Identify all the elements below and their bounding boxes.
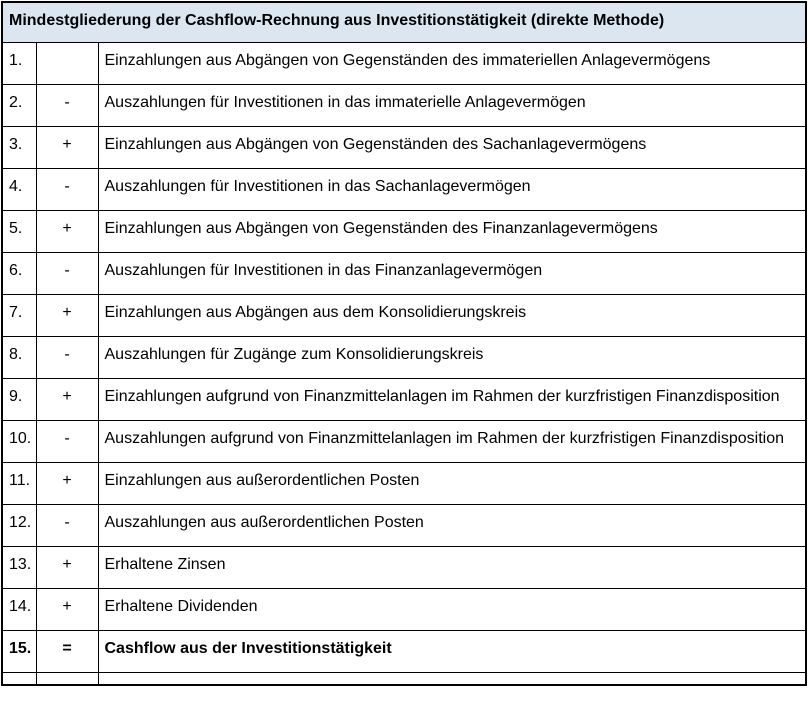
operator-cell: + [36, 126, 98, 168]
row-number-cell: 10. [2, 420, 36, 462]
empty-row [2, 672, 806, 685]
row-number-cell: 7. [2, 294, 36, 336]
empty-operator-cell [36, 672, 98, 685]
operator-cell: = [36, 630, 98, 672]
row-number-cell: 2. [2, 84, 36, 126]
operator-cell: + [36, 294, 98, 336]
operator-cell: - [36, 336, 98, 378]
operator-cell: + [36, 210, 98, 252]
description-cell: Auszahlungen aufgrund von Finanzmittelanlagen im Rahmen der kurzfristigen Finanzdisposition [98, 420, 806, 462]
table-row [2, 378, 806, 420]
table-title: Mindestgliederung der Cashflow-Rechnung aus Investitionstätigkeit (direkte Methode) [2, 2, 806, 42]
row-number-cell: 15. [2, 630, 36, 672]
row-number-cell: 5. [2, 210, 36, 252]
description-cell: Einzahlungen aus Abgängen von Gegenständen des Finanzanlagevermögens [98, 210, 806, 252]
row-number-cell: 3. [2, 126, 36, 168]
cashflow-statement-table [1, 1, 807, 686]
description-cell: Einzahlungen aus Abgängen aus dem Konsolidierungskreis [98, 294, 806, 336]
operator-cell: - [36, 168, 98, 210]
operator-cell: + [36, 588, 98, 630]
operator-cell: - [36, 420, 98, 462]
row-number-cell: 13. [2, 546, 36, 588]
table-row [2, 168, 806, 210]
operator-cell: - [36, 84, 98, 126]
table-title-row [2, 2, 806, 42]
description-cell: Cashflow aus der Investitionstätigkeit [98, 630, 806, 672]
row-number-cell: 1. [2, 42, 36, 84]
table-row [2, 546, 806, 588]
operator-cell: - [36, 504, 98, 546]
empty-description-cell [98, 672, 806, 685]
table-body [2, 42, 806, 672]
row-number-cell: 9. [2, 378, 36, 420]
table-row [2, 504, 806, 546]
description-cell: Einzahlungen aufgrund von Finanzmittelanlagen im Rahmen der kurzfristigen Finanzdisposition [98, 378, 806, 420]
row-number-cell: 6. [2, 252, 36, 294]
table-row [2, 210, 806, 252]
row-number-cell: 14. [2, 588, 36, 630]
empty-number-cell [2, 672, 36, 685]
row-number-cell: 11. [2, 462, 36, 504]
description-cell: Erhaltene Zinsen [98, 546, 806, 588]
description-cell: Auszahlungen aus außerordentlichen Posten [98, 504, 806, 546]
table-row [2, 294, 806, 336]
row-number-cell: 8. [2, 336, 36, 378]
operator-cell: + [36, 546, 98, 588]
table-row [2, 630, 806, 672]
description-cell: Auszahlungen für Investitionen in das immaterielle Anlagevermögen [98, 84, 806, 126]
table-row [2, 420, 806, 462]
operator-cell [36, 42, 98, 84]
description-cell: Einzahlungen aus außerordentlichen Posten [98, 462, 806, 504]
table-row [2, 42, 806, 84]
description-cell: Auszahlungen für Investitionen in das Finanzanlagevermögen [98, 252, 806, 294]
description-cell: Auszahlungen für Investitionen in das Sachanlagevermögen [98, 168, 806, 210]
description-cell: Erhaltene Dividenden [98, 588, 806, 630]
description-cell: Auszahlungen für Zugänge zum Konsolidierungskreis [98, 336, 806, 378]
cashflow-table [1, 1, 807, 686]
row-number-cell: 4. [2, 168, 36, 210]
operator-cell: + [36, 462, 98, 504]
operator-cell: + [36, 378, 98, 420]
description-cell: Einzahlungen aus Abgängen von Gegenständen des Sachanlagevermögens [98, 126, 806, 168]
table-row [2, 462, 806, 504]
table-row [2, 588, 806, 630]
table-row [2, 336, 806, 378]
row-number-cell: 12. [2, 504, 36, 546]
table-row [2, 84, 806, 126]
table-row [2, 126, 806, 168]
operator-cell: - [36, 252, 98, 294]
description-cell: Einzahlungen aus Abgängen von Gegenständen des immateriellen Anlagevermögens [98, 42, 806, 84]
table-row [2, 252, 806, 294]
